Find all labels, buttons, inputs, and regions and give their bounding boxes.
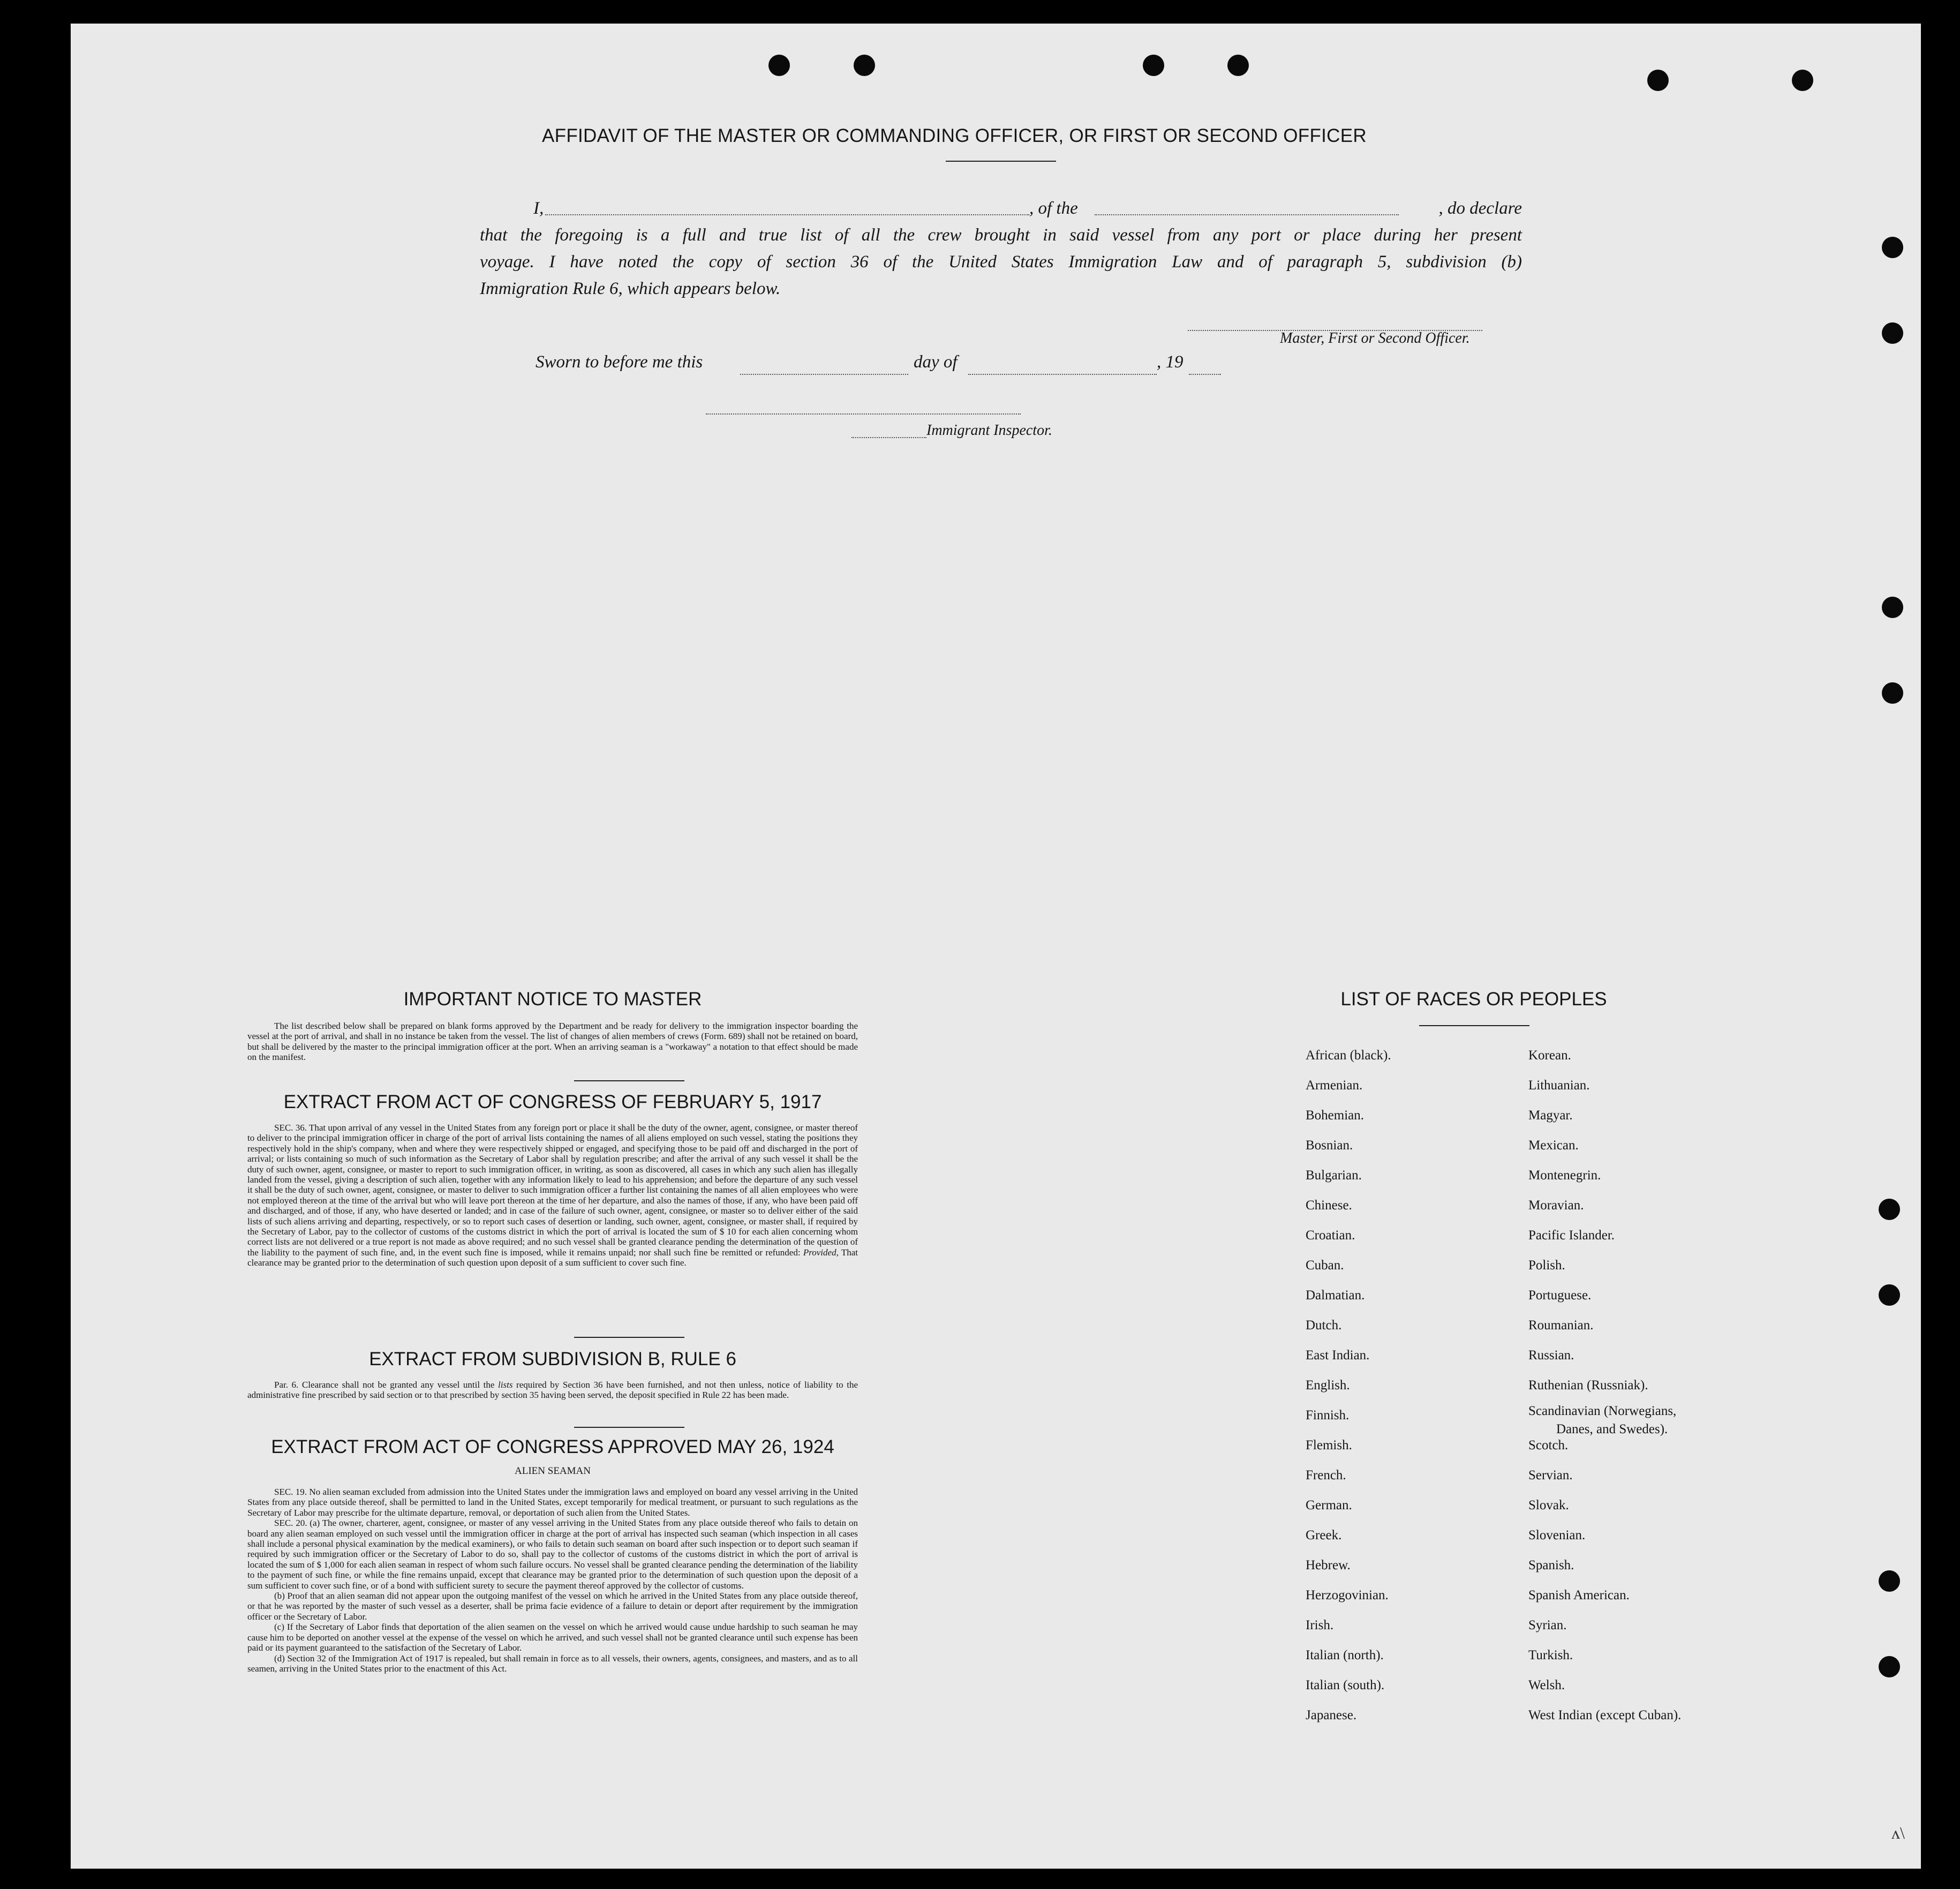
day-of-label: day of	[914, 352, 958, 372]
affidavit-line-1	[533, 195, 1522, 222]
extract-rule6-body	[247, 1380, 858, 1401]
race-item: West Indian (except Cuban).	[1528, 1708, 1682, 1722]
corner-mark: ʌ\	[1891, 1823, 1905, 1842]
sworn-line	[536, 352, 1285, 379]
inspector-signature-leader	[851, 437, 926, 438]
affidavit-line-4: Immigration Rule 6, which appears below.	[480, 279, 781, 298]
document-page	[71, 24, 1921, 1869]
race-item: Bulgarian.	[1306, 1168, 1362, 1183]
blank-day-field[interactable]	[740, 374, 908, 375]
punch-hole	[1879, 1199, 1900, 1220]
extract-1917-title: EXTRACT FROM ACT OF CONGRESS OF FEBRUARY 5, 1917	[283, 1092, 822, 1112]
races-title: LIST OF RACES OR PEOPLES	[1340, 989, 1607, 1010]
race-item: Chinese.	[1306, 1198, 1352, 1213]
race-item-continuation: Danes, and Swedes).	[1556, 1422, 1668, 1436]
lists-word: lists	[498, 1380, 513, 1390]
race-item: German.	[1306, 1498, 1352, 1512]
rule6-paragraph	[247, 1380, 858, 1401]
race-item: Portuguese.	[1528, 1288, 1592, 1303]
punch-hole	[1792, 70, 1813, 91]
race-item: Irish.	[1306, 1618, 1334, 1632]
race-item: Herzogovinian.	[1306, 1588, 1389, 1602]
race-item: Roumanian.	[1528, 1318, 1594, 1333]
race-item: African (black).	[1306, 1048, 1391, 1063]
race-item: Dutch.	[1306, 1318, 1342, 1333]
race-item: Finnish.	[1306, 1408, 1350, 1423]
race-item: Armenian.	[1306, 1078, 1363, 1093]
race-item: Magyar.	[1528, 1108, 1573, 1123]
punch-hole	[1879, 1656, 1900, 1677]
race-item: Bohemian.	[1306, 1108, 1365, 1123]
race-item: Croatian.	[1306, 1228, 1355, 1243]
affidavit-i-label: I,	[533, 199, 544, 218]
rule6-text-a: Par. 6. Clearance shall not be granted any vessel until the	[274, 1380, 495, 1390]
punch-hole	[1227, 55, 1249, 76]
affidavit-line-3: voyage. I have noted the copy of section 36 of the United States Immigration Law and of paragraph 5, subdivision (b)	[480, 252, 1522, 272]
punch-hole	[1882, 597, 1903, 618]
race-item: East Indian.	[1306, 1348, 1370, 1363]
race-item: Hebrew.	[1306, 1558, 1351, 1572]
divider	[574, 1337, 684, 1338]
sec-20d-paragraph: (d) Section 32 of the Immigration Act of 1917 is repealed, but shall remain in force as to all vessels, their owners, agents, consignees, and masters, and as to all seamen, arriving in the United States prior to the enactment of this Act.	[247, 1653, 858, 1674]
affidavit-of-the-label: , of the	[1029, 199, 1078, 218]
race-item: Cuban.	[1306, 1258, 1344, 1273]
race-item: Lithuanian.	[1528, 1078, 1590, 1093]
inspector-signature-line[interactable]	[706, 413, 1021, 415]
race-item: Polish.	[1528, 1258, 1565, 1273]
notice-body	[247, 1021, 858, 1063]
sworn-label: Sworn to before me this	[536, 352, 703, 372]
race-item: Italian (south).	[1306, 1678, 1385, 1692]
race-item: Bosnian.	[1306, 1138, 1353, 1153]
race-item: Spanish American.	[1528, 1588, 1630, 1602]
race-item: Scandinavian (Norwegians,	[1528, 1404, 1677, 1418]
punch-hole	[1882, 237, 1903, 258]
race-item: Servian.	[1528, 1468, 1573, 1482]
race-item: Ruthenian (Russniak).	[1528, 1378, 1648, 1393]
divider	[946, 161, 1056, 162]
divider	[574, 1427, 684, 1428]
notice-title: IMPORTANT NOTICE TO MASTER	[403, 989, 702, 1010]
race-item: Turkish.	[1528, 1648, 1573, 1662]
affidavit-declare-label: , do declare	[1438, 199, 1522, 218]
race-item: French.	[1306, 1468, 1346, 1482]
race-item: Slovenian.	[1528, 1528, 1586, 1542]
blank-name-field[interactable]	[545, 214, 1029, 215]
blank-vessel-field[interactable]	[1095, 214, 1399, 215]
race-item: Pacific Islander.	[1528, 1228, 1615, 1243]
punch-hole	[854, 55, 875, 76]
section-text: That upon arrival of any vessel in the United States from any foreign port or place it shall be the duty of the owner, agent, consignee, or master thereof to deliver to the principal immigration officer in charge of the port of arrival lists containing the names of all aliens employed on such vessel, stating the positions they respectively hold in the ship's company, when and where they were respectively shipped or engaged, and specifying those to be paid off and discharged in the port of arrival; or lists containing so much of such information as the Secretary of Labor shall by regulation prescribe; and after the arrival of any such vessel it shall be the duty of such owner, agent, consignee, or master to report to such immigration officer, in writing, as soon as discovered, all cases in which any such alien has illegally landed from the vessel, giving a description of such alien, together with any information likely to lead to his apprehension; and before the departure of any such vessel it shall be the duty of such owner, agent, consignee, or master to deliver to such immigration officer a further list containing the names of all alien employees who were not employed thereon at the time of the arrival but who will leave port thereon at the time of her departure, and also the names of those, if any, who have been paid off and discharged, and of those, if any, who have deserted or landed; and in case of the failure of such owner, agent, consignee, or master so to deliver either of the said lists of such aliens arriving and departing, respectively, or so to report such cases of desertion or landing, such owner, agent, consignee, or master shall, if required by the Secretary of Labor, pay to the collector of customs of the customs district in which the port of arrival is located the sum of $ 10 for each alien concerning whom correct lists are not delivered or a true report is not made as above required; and no such vessel shall be granted clearance pending the determination of the question of the liability to the payment of such fine, and, in the event such fine is imposed, while it remains unpaid; nor shall such fine be remitted or refunded:	[247, 1123, 858, 1258]
alien-seaman-subtitle: ALIEN SEAMAN	[515, 1465, 591, 1477]
master-signature-label: Master, First or Second Officer.	[1280, 330, 1470, 347]
race-item: English.	[1306, 1378, 1350, 1393]
race-item: Japanese.	[1306, 1708, 1357, 1722]
race-item: Korean.	[1528, 1048, 1571, 1063]
provided-label: Provided,	[803, 1247, 839, 1258]
race-item: Moravian.	[1528, 1198, 1584, 1213]
punch-hole	[1879, 1284, 1900, 1306]
notice-paragraph: The list described below shall be prepared on blank forms approved by the Department and be ready for delivery to the immigration inspector boarding the vessel at the port of arrival, and shall in no instance be taken from the vessel. The list of changes of alien members of crews (Form. 689) shall not be retained on board, but shall be delivered by the master to the principal immigration officer at the port. When an arriving seaman is a "workaway" a notation to that effect should be made on the manifest.	[247, 1021, 858, 1063]
extract-1917-body	[247, 1123, 858, 1268]
affidavit-line-2: that the foregoing is a full and true list of all the crew brought in said vessel from any port or place during her present	[480, 225, 1522, 245]
race-item: Italian (north).	[1306, 1648, 1384, 1662]
blank-year-field[interactable]	[1189, 374, 1221, 375]
race-item: Welsh.	[1528, 1678, 1565, 1692]
extract-1917-paragraph	[247, 1123, 858, 1268]
race-item: Mexican.	[1528, 1138, 1579, 1153]
race-item: Montenegrin.	[1528, 1168, 1601, 1183]
affidavit-title: AFFIDAVIT OF THE MASTER OR COMMANDING OFFICER, OR FIRST OR SECOND OFFICER	[542, 125, 1367, 146]
section-text-end: That clearance may be granted prior to the determination of such question upon deposit of a sum sufficient to cover such fine.	[247, 1247, 858, 1268]
race-item: Scotch.	[1528, 1438, 1569, 1453]
sec-20a-paragraph: SEC. 20. (a) The owner, charterer, agent, consignee, or master of any vessel arriving in the United States from any place outside thereof who fails to detain on board any alien seaman employed on such vessel until the immigration officer in charge at the port of arrival has inspected such seaman (which inspection in all cases shall include a personal physical examination by the medical examiners), or who fails to detain such seaman on board after such inspection or to deport such seaman if required by such immigration officer or the Secretary of Labor to do so, shall pay to the collector of customs of the customs district in which the port of arrival is located the sum of $ 1,000 for each alien seaman in respect of whom such failure occurs. No vessel shall be granted clearance pending the determination of the liability to the payment of such fine, or while the fine remains unpaid, except that clearance may be granted prior to the determination of such question upon the deposit of a sum sufficient to cover such fine, or of a bond with sufficient surety to secure the payment thereof approved by the collector of customs.	[247, 1518, 858, 1591]
section-label: SEC. 36.	[274, 1123, 307, 1133]
race-item: Russian.	[1528, 1348, 1574, 1363]
sec-20b-paragraph: (b) Proof that an alien seaman did not appear upon the outgoing manifest of the vessel on which he arrived in the United States from any place outside thereof, or that he was reported by the master of such vessel as a deserter, shall be prima facie evidence of a failure to detain or deport after requirement by the immigration officer or the Secretary of Labor.	[247, 1591, 858, 1622]
blank-month-field[interactable]	[968, 374, 1157, 375]
punch-hole	[1879, 1570, 1900, 1592]
punch-hole	[1647, 70, 1669, 91]
race-item: Dalmatian.	[1306, 1288, 1365, 1303]
sec-19-paragraph: SEC. 19. No alien seaman excluded from admission into the United States under the immigration laws and employed on board any vessel arriving in the United States from any place outside thereof, shall be permitted to land in the United States, except temporarily for medical treatment, or pursuant to such regulations as the Secretary of Labor may prescribe for the ultimate departure, removal, or deportation of such alien from the United States.	[247, 1487, 858, 1518]
extract-rule6-title: EXTRACT FROM SUBDIVISION B, RULE 6	[369, 1349, 736, 1369]
sec-20c-paragraph: (c) If the Secretary of Labor finds that deportation of the alien seamen on the vessel on which he arrived would cause undue hardship to such seaman he may cause him to be deported on another vessel at the expense of the vessel on which he arrived, and such vessel shall not be granted clearance until such expense has been paid or its payment guaranteed to the satisfaction of the Secretary of Labor.	[247, 1622, 858, 1653]
race-item: Flemish.	[1306, 1438, 1352, 1453]
year-label: , 19	[1157, 352, 1183, 372]
rule6-text-b: required by Section 36 have been furnished, and not then unless, notice of liability to the administrative fine prescribed by said section or to that prescribed by section 35 having been served, the deposit specified in Rule 22 has been made.	[247, 1380, 858, 1401]
race-item: Spanish.	[1528, 1558, 1574, 1572]
punch-hole	[768, 55, 790, 76]
divider	[574, 1080, 684, 1081]
extract-1924-title: EXTRACT FROM ACT OF CONGRESS APPROVED MAY 26, 1924	[271, 1436, 834, 1457]
punch-hole	[1882, 322, 1903, 344]
divider	[1419, 1025, 1529, 1026]
punch-hole	[1143, 55, 1164, 76]
race-item: Syrian.	[1528, 1618, 1567, 1632]
extract-1924-body	[247, 1487, 858, 1674]
inspector-label: Immigrant Inspector.	[926, 422, 1052, 439]
race-item: Slovak.	[1528, 1498, 1569, 1512]
race-item: Greek.	[1306, 1528, 1342, 1542]
punch-hole	[1882, 682, 1903, 704]
